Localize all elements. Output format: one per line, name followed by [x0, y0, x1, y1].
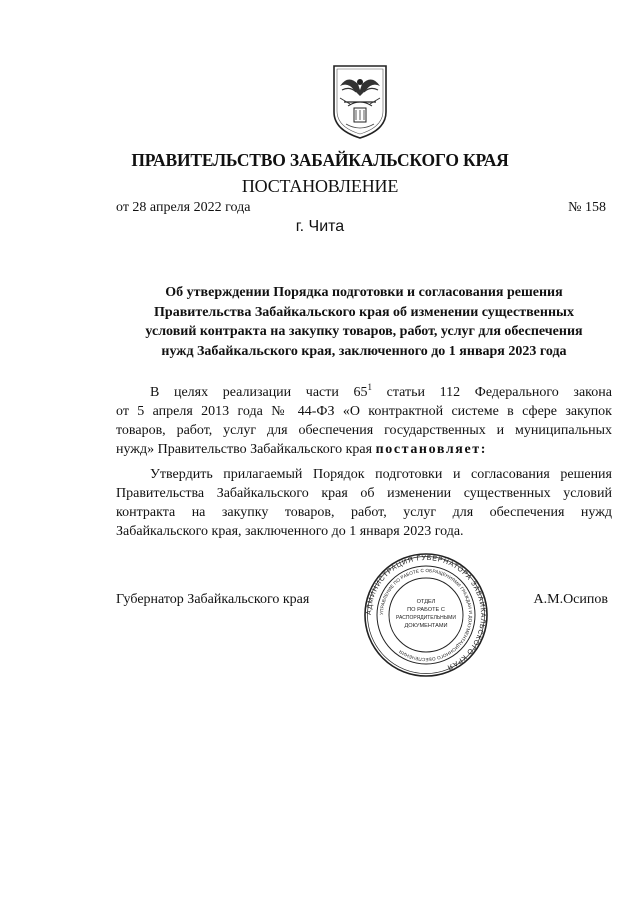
decision-line: контракта на закупку товаров, работ, услуг для обеспечения нужд — [116, 505, 612, 520]
heading-line: нужд Забайкальского края, заключенного до 1 января 2023 года — [161, 343, 567, 359]
heading-line: Об утверждении Порядка подготовки и согласования решения — [165, 285, 563, 300]
preamble-line — [116, 440, 612, 459]
document-number: № 158 — [568, 200, 606, 215]
stamp-center-line: РАСПОРЯДИТЕЛЬНЫМИ — [396, 615, 456, 621]
preamble-line: товаров, работ, услуг для обеспечения государственных и муниципальных — [116, 423, 612, 438]
superscript: 1 — [367, 382, 373, 392]
decision-paragraph — [116, 465, 612, 541]
preamble-text: нужд» Правительство Забайкальского края — [116, 442, 376, 457]
stamp-center-line: ПО РАБОТЕ С — [407, 607, 445, 613]
resolves-word: постановляет: — [375, 442, 487, 457]
heading-line: условий контракта на закупку товаров, работ, услуг для обеспечения — [145, 324, 583, 339]
stamp-center-line: ДОКУМЕНТАМИ — [404, 623, 448, 629]
preamble-line — [116, 383, 612, 402]
official-stamp-icon — [362, 553, 490, 677]
document-heading — [116, 283, 612, 361]
document-city: г. Чита — [295, 218, 345, 235]
document-date: от 28 апреля 2022 года — [116, 200, 251, 215]
organization-title: ПРАВИТЕЛЬСТВО ЗАБАЙКАЛЬСКОГО КРАЯ — [131, 150, 509, 170]
decision-line: Утвердить прилагаемый Порядок подготовки и согласования решения — [150, 467, 612, 482]
preamble-text: статьи 112 Федерального закона — [372, 385, 612, 400]
stamp-inner-text: УПРАВЛЕНИЕ ПО РАБОТЕ С ОБРАЩЕНИЯМИ ГРАЖДАН И ДОКУМЕНТАЦИОННОГО ОБЕСПЕЧЕНИЯ — [378, 567, 474, 663]
decision-line: Забайкальского края, заключенного до 1 января 2023 года. — [116, 524, 464, 539]
preamble-line: от 5 апреля 2013 года № 44-ФЗ «О контрактной системе в сфере закупок — [116, 404, 612, 419]
decision-line: Правительства Забайкальского края об изменении существенных условий — [116, 486, 612, 501]
stamp-outer-text: АДМИНИСТРАЦИЯ ГУБЕРНАТОРА ЗАБАЙКАЛЬСКОГО КРАЯ — [365, 554, 487, 671]
document-type: ПОСТАНОВЛЕНИЕ — [241, 176, 399, 196]
preamble-paragraph — [116, 383, 612, 459]
signer-name: А.М.Осипов — [533, 592, 608, 607]
stamp-center-line: ОТДЕЛ — [416, 599, 436, 605]
preamble-text: В целях реализации части 65 — [150, 385, 368, 400]
heading-line: Правительства Забайкальского края об изменении существенных — [154, 304, 574, 320]
coat-of-arms-icon — [330, 62, 390, 140]
signer-title: Губернатор Забайкальского края — [116, 592, 310, 607]
